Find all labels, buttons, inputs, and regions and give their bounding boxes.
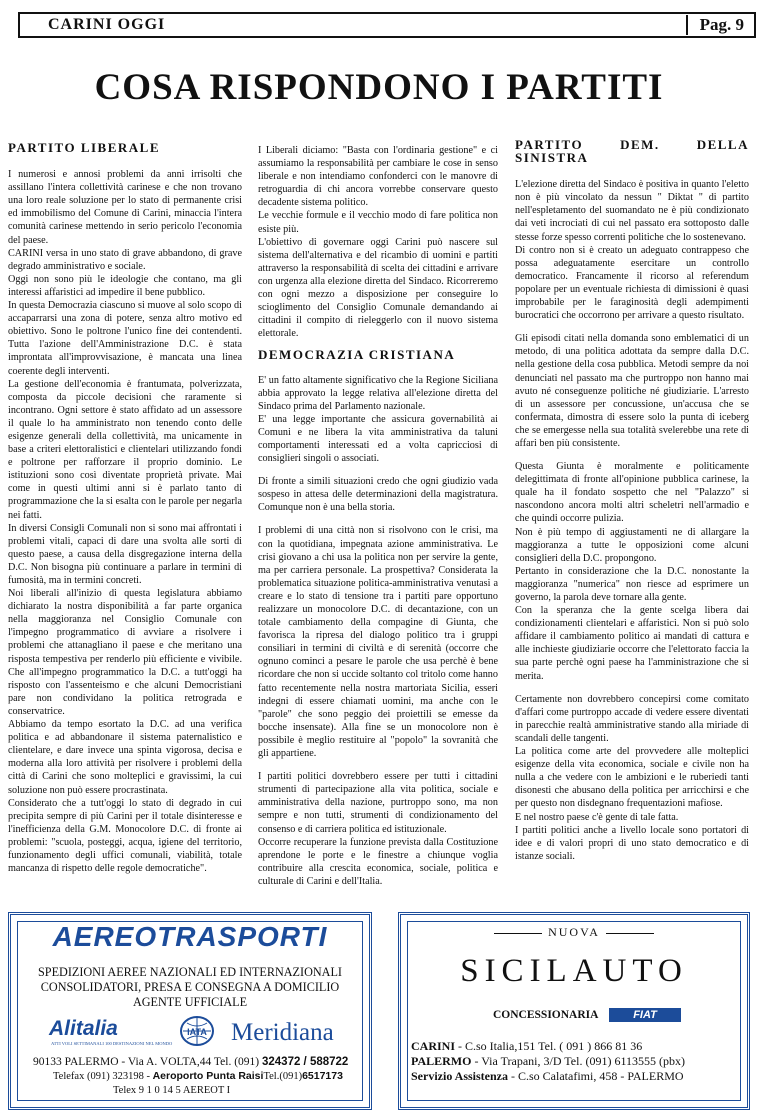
alitalia-tagline: ATTI VOLI SETTIMANALI 100 DESTINAZIONI NEL MONDO <box>51 1041 173 1046</box>
location-name: CARINI <box>411 1039 456 1053</box>
paragraph: La politica come arte del provvedere alle molteplici esigenze della vita economica, sociale e civile non ha nulla a che vedere con le ambizioni e le ruberiedi tanti disonesti che abusano della politica per arricchirsi e che per questo non disdegnano frequentazioni mafiose. <box>515 746 749 810</box>
paragraph: Abbiamo da tempo esortato la D.C. ad una verifica politica e ad abbandonare il sistema paternalistico e clientelare, e dare invece una spinta vigorosa, decisa e moderna alla loro attività per risolvere i problemi della città di Carini che sono molteplici e gravissimi, la cui soluzione non può essere procrastinata. <box>8 719 242 796</box>
ad-aereotrasporti <box>8 912 372 1110</box>
paragraph: Oggi non sono più le ideologie che contano, ma gli interessi affaristici ad impedire il bene pubblico. <box>8 273 242 298</box>
paragraph: Questa Giunta è moralmente e politicamente delegittimata di fronte all'opinione pubblica carinese, la quale ha il fondato sospetto che nel "Palazzo" si nascondono ancora molti altri scheletri nell'armadio e che quindi occorre pulizia. <box>515 461 749 525</box>
section-title-dc: DEMOCRAZIA CRISTIANA <box>258 347 456 363</box>
headline: COSA RISPONDONO I PARTITI <box>94 67 664 108</box>
ad-line: SPEDIZIONI AEREE NAZIONALI ED INTERNAZIONALI <box>38 965 342 979</box>
paragraph: In diversi Consigli Comunali non si sono mai affrontati i problemi vitali, capaci di dare una svolta alle sorti di questo paese, a causa della disgregazione interna della D.C. Non bisogna più continuare a parlare in termini di fumosità, ma in termini concreti. <box>8 522 242 586</box>
fiat-logo: FIAT <box>609 1008 681 1022</box>
airport-phone: 6517173 <box>302 1070 343 1082</box>
ad-address <box>411 1039 685 1084</box>
address-text: - Via Trapani, 3/D Tel. (091) 6113555 (pbx) <box>471 1054 685 1068</box>
fax-text: Telefax (091) 323198 - <box>53 1071 150 1082</box>
address-line <box>411 1039 685 1054</box>
address-line <box>411 1069 685 1084</box>
ad-line: AGENTE UFFICIALE <box>132 995 248 1009</box>
airline-logos <box>31 1015 351 1051</box>
section-title-pds: PARTITO DEM. DELLA SINISTRA <box>515 137 749 166</box>
address-text: - C.so Calatafimi, 458 - PALERMO <box>508 1069 684 1083</box>
paragraph: Noi liberali all'inizio di questa legislatura abbiamo dichiarato la nostra disponibilità a far parte organica nella maggioranza nel Consiglio Comunale con l'impegno programmatico di avviare a risolvere i problemi che attanagliano il paese e che meritano una risposta tempestiva per renderlo più efficiente e vivibile. Che all'impegno programmatico la D.C. a tutt'oggi ha risposto con l'assenteismo e che alcuni Democristiani pare non condividano la politica retrograda e conservatrice. <box>8 588 242 717</box>
ad-address <box>33 1055 348 1098</box>
paragraph: La gestione dell'economia è frantumata, polverizzata, composta da piccole decisioni che raramente si incontrano. Ogni settore è stato affidato ad un assessore il quale lo ha amministrato non tenendo conto delle esigenze generali della collettività, ma unicamente in base a criteri elettoralistici e clientelari utilizzando fondi e poltrone per rafforzare il proprio dominio. Le istituzioni sono così diventate proprietà private. Mai come in questi ultimi anni si è parlato tanto di programmazione che la si esalta con le parole per negarla nei fatti. <box>8 378 242 521</box>
iata-logo-icon <box>179 1015 215 1047</box>
ad-nuova-label: NUOVA <box>401 925 747 940</box>
meridiana-logo: Meridiana <box>231 1019 334 1046</box>
paragraph: Occorre recuperare la funzione prevista dalla Costituzione aprendone le porte e le finestre a chiunque voglia contribuire alla crescita economica, sociale, politica e culturale di Carini e dell'Italia. <box>258 836 498 887</box>
airport-tel-label: Tel.(091) <box>263 1071 303 1082</box>
paragraph: I numerosi e annosi problemi da anni irrisolti che assillano l'intera collettività carinese e che non trovano una loro reale soluzione per lo stato di permanente crisi ed immobilismo del Comune di Carini, minaccia l'intera comunità carinese mettendo in serio pericolo l'economia del paese. <box>8 169 242 246</box>
paragraph: Considerato che a tutt'oggi lo stato di degrado in cui precipita sempre di più Carini per il totale disinteresse e l'inefficienza della G.M. Monocolore D.C. di fronte ai problemi: "scuola, posteggi, acqua, igiene del territorio, funzionamento degli uffici comunali, viabilità, totale mancanza di rispetto delle regole democratiche". <box>8 797 242 875</box>
ad-brand-aereotrasporti: AEREOTRASPORTI <box>52 921 328 952</box>
paragraph: L'obiettivo di governare oggi Carini può nascere sul sistema dell'alternativa e del ricambio di uomini e partiti attraverso la responsabilità di scelta dei cittadini e arrivare con urgenza alla elezione diretta del Sindaco. Ricorreremo con ogni mezzo a disposizione per conseguire lo scioglimento del Consiglio Comunale demandando ai cittadini il compito di rieleggerlo con il nuovo sistema elettorale. <box>258 236 498 340</box>
phone-numbers: 324372 / 588722 <box>261 1056 349 1068</box>
address-line <box>33 1069 348 1084</box>
paragraph: Di fronte a simili situazioni credo che ogni giudizio vada sospeso in attesa delle determinazioni della magistratura. Comunque non è una bella storia. <box>258 476 498 514</box>
location-name: Servizio Assistenza <box>411 1069 508 1083</box>
paragraph: E' un fatto altamente significativo che la Regione Siciliana abbia approvato la legge relativa all'elezione diretta del Sindaco prima del Parlamento nazionale. <box>258 374 498 412</box>
paragraph: I partiti politici dovrebbero essere per tutti i cittadini strumenti di partecipazione alla vita politica, sociale e amministrativa della nazione, purtroppo sono, ma non sempre e non tutti, strumenti di condizionamento del consenso e di carriera politica ed istituzionale. <box>258 771 498 835</box>
address-line: Telex 9 1 0 14 5 AEREOT I <box>113 1085 231 1096</box>
paragraph: In questa Democrazia ciascuno si muove al solo scopo di accaparrarsi una zona di potere, senza altro motivo ed obiettivo. Sono le poltrone l'unico fine dei contendenti. Tutta l'azione dell'Amministrazione D.C. è stata improntata all'improvvisazione, è mancata una linea coerente degli interventi. <box>8 300 242 377</box>
page-number: Pag. 9 <box>686 15 744 35</box>
paragraph: Non è più tempo di aggiustamenti ne di allargare la maggioranza a tutte le opposizioni come alcuni consiglieri della D.C. propongono. <box>515 526 749 564</box>
paragraph: Certamente non dovrebbero concepirsi come comitato d'affari come purtroppo accade di vedere essere diventati in parecchie realtà amministrative stando alla miriade di scandali delle tangenti. <box>515 693 749 744</box>
ad-services <box>11 965 369 1010</box>
column-center <box>258 144 498 888</box>
column-pds <box>515 138 749 863</box>
paragraph: I partiti politici anche a livello locale sono portatori di idee e di valori propri di uno stato democratico e di istanze sociali. <box>515 824 749 862</box>
iata-label: IATA <box>187 1027 207 1037</box>
address-text: 90133 PALERMO - Via A. VOLTA,44 Tel. (091) <box>33 1056 260 1068</box>
column-liberale <box>8 141 242 875</box>
paragraph: E' una legge importante che assicura governabilità ai Comuni e ne libera la vita amministrativa da taluni comportamenti interessati ed a volta capricciosi di consiglieri singoli o associati. <box>258 413 498 465</box>
ad-sicilauto <box>398 912 750 1110</box>
address-text: - C.so Italia,151 Tel. ( 091 ) 866 81 36 <box>455 1039 643 1053</box>
paragraph: I Liberali diciamo: "Basta con l'ordinaria gestione" e ci assumiamo la responsabilità per cambiare le cose in senso liberale e non intendiamo confonderci con le manovre di retroguardia di chi ancora vorrebbe conservare questo decadente sistema politico. <box>258 145 498 209</box>
address-line <box>411 1054 685 1069</box>
location-name: PALERMO <box>411 1054 472 1068</box>
ad-brand-sicilauto: SICILAUTO <box>460 953 688 989</box>
paragraph: Gli episodi citati nella domanda sono emblematici di un metodo, di una politica adottata da sempre dalla D.C. nella gestione della cosa pubblica. Metodi sempre da noi denunciati nel passato ma che purtroppo non hanno mai avuto né conseguenze politiche né giudiziarie. L'arresto di un assessore per concussione, un'accusa che se confermata, dimostra di essere solo la punta di iceberg che se emergesse nella sua totalità svelerebbe una rete di affari ben più consistente. <box>515 333 749 449</box>
paragraph: I problemi di una città non si risolvono con le crisi, ma con la quotidiana, impegnata azione amministrativa. Le crisi giovano a chi usa la politica non per servire la gente, ma per carriera personale. La prospettiva? Considerata la problematica situazione politica-amministrativa venutasi a creare e lo stato di tensione tra i partiti pare opportuno realizzare un monocolore D.C. di decantazione, con un totale cambiamento della compagine di Giunta, che favorisca la ripresa del dialogo politico tra i gruppi consiliari in termini di civiltà e di serenità (occorre che ognuno cominci a pesare le parole che usa perchè è bene ricordare che non si uccide soltanto col tritolo come hanno fatto recentemente nella nostra martoriata Sicilia, esseri indegni di essere chiamati uomini, ma anche con le "parole" che sono peggio dei proiettili se emesse da bocche insensate). Alla fine se un monocolore non è possibile è meglio restituire al "popolo" la sovranità che gli appartiene. <box>258 525 498 760</box>
airport-text: Aeroporto Punta Raisi <box>152 1070 264 1082</box>
paragraph: Con la speranza che la gente scelga libera dai condizionamenti clientelari e affaristici. Non si può solo affidare il cambiamento politico ai mandati di cattura e alle inchieste giudiziarie occorre che l'elettorato faccia la sua parte perchè ogni paese ha l'amministrazione che si merita. <box>515 605 749 682</box>
paragraph: CARINI versa in uno stato di grave abbandono, di grave degrado amministrativo e sociale. <box>8 247 242 272</box>
page-header <box>18 12 756 38</box>
paragraph: E nel nostro paese c'è gente di tale fatta. <box>515 811 679 823</box>
magazine-title: CARINI OGGI <box>48 16 166 33</box>
paragraph: Pertanto in considerazione che la D.C. nonostante la maggioranza "numerica" non riesce ad esprimere un governo, la parola deve tornare alla gente. <box>515 565 749 603</box>
alitalia-logo: Alitalia <box>49 1017 118 1040</box>
paragraph: Le vecchie formule e il vecchio modo di fare politica non esiste più. <box>258 210 498 235</box>
ad-line: CONSOLIDATORI, PRESA E CONSEGNA A DOMICILIO <box>40 980 340 994</box>
dealer-label: CONCESSIONARIA <box>493 1009 599 1021</box>
address-line <box>33 1055 348 1069</box>
paragraph: L'elezione diretta del Sindaco è positiva in quanto l'eletto non è più vincolato da nessun " Diktat " di partito nell'espletamento del suomandato ne è più condizionato dai veti incrociati di cui nel passato era sottoposto dalle stesse forze spesso correnti politiche che lo sostenevano. <box>515 179 749 243</box>
section-title-liberale: PARTITO LIBERALE <box>8 140 161 155</box>
paragraph: Di contro non si è creato un adeguato contrappeso che possa adeguatamente esercitare un controllo democratico. Francamente il ricorso al referendum popolare per un eventuale richiesta di dimissioni è quasi improbabile per le faraginosità degli adempimenti burocratici che occorrono per arrivare a questo risultato. <box>515 244 749 322</box>
